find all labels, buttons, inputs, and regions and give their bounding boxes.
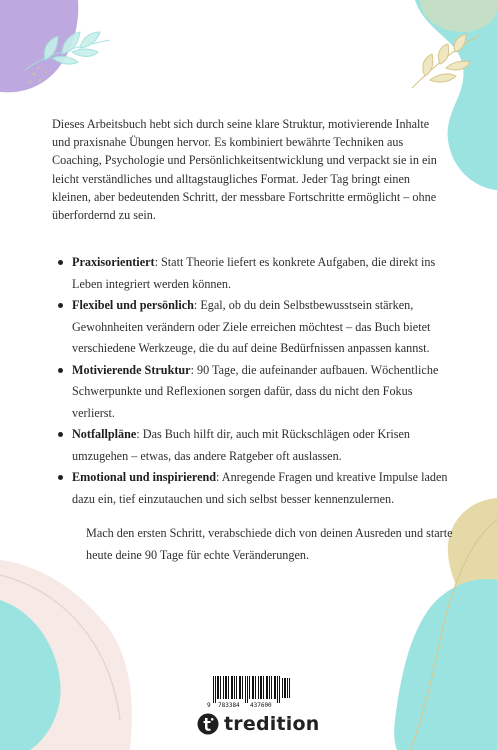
barcode-digits-group1: 783384 bbox=[218, 702, 240, 708]
list-item bbox=[72, 295, 450, 360]
barcode-digit-left: 9 bbox=[207, 702, 211, 708]
bullet-dot bbox=[58, 260, 63, 265]
list-item-text: : Egal, ob du dein Selbstbewusstsein stärken, Gewohnheiten verändern oder Ziele erreichen möchtest – das Buch bietet verschiedene Werkzeuge, die du auf deine Bedürfnissen anpassen kannst. bbox=[72, 298, 431, 355]
list-item bbox=[72, 360, 450, 425]
intro-paragraph: Dieses Arbeitsbuch hebt sich durch seine klare Struktur, motivierende Inhalte und praxisnahe Übungen hervor. Es kombiniert bewährte Techniken aus Coaching, Psychologie und Persönlichkeitsentwicklung und verpackt sie in ein leicht verständliches und alltagstaugliches Format. Jeder Tag bringt einen kleinen, aber bedeutenden Schritt, der messbare Fortschritte ermöglicht – ohne überfordernd zu sein. bbox=[52, 117, 437, 223]
list-item-title: Motivierende Struktur bbox=[72, 362, 191, 377]
bullet-dot bbox=[58, 303, 63, 308]
list-item bbox=[72, 467, 450, 510]
bullet-dot bbox=[58, 475, 63, 480]
list-item-text: : Das Buch hilft dir, auch mit Rückschlägen oder Krisen umzugehen – etwas, das andere Ratgeber oft auslassen. bbox=[72, 427, 410, 463]
list-item bbox=[72, 424, 450, 467]
bullet-dot bbox=[58, 368, 63, 373]
publisher-logo bbox=[197, 711, 319, 737]
feature-list bbox=[72, 252, 450, 510]
list-item-text: : 90 Tage, die aufeinander aufbauen. Wöchentliche Schwerpunkte und Reflexionen sorgen dafür, dass du nicht den Fokus verlierst. bbox=[72, 362, 439, 420]
publisher-name: tredition bbox=[224, 713, 320, 735]
barcode-icon bbox=[206, 676, 292, 708]
tredition-logo-icon bbox=[197, 713, 219, 735]
list-item bbox=[72, 252, 450, 295]
isbn-barcode bbox=[206, 676, 292, 708]
list-item-title: Flexibel und persönlich bbox=[72, 298, 194, 312]
list-item-title: Notfallpläne bbox=[72, 427, 137, 441]
list-item-text: : Statt Theorie liefert es konkrete Aufgaben, die direkt ins Leben integriert werden können. bbox=[72, 255, 436, 291]
list-item-title: Emotional und inspirierend bbox=[72, 470, 217, 484]
list-item-title: Praxisorientiert bbox=[72, 255, 155, 269]
closing-paragraph: Mach den ersten Schritt, verabschiede dich von deinen Ausreden und starte heute deine 90 Tage für echte Veränderungen. bbox=[86, 526, 453, 562]
list-item-text: : Anregende Fragen und kreative Impulse laden dazu ein, tief einzutauchen und sich selbst besser kennenzulernen. bbox=[72, 470, 448, 506]
barcode-digits-group2: 437600 bbox=[250, 702, 272, 708]
bullet-dot bbox=[58, 432, 63, 437]
